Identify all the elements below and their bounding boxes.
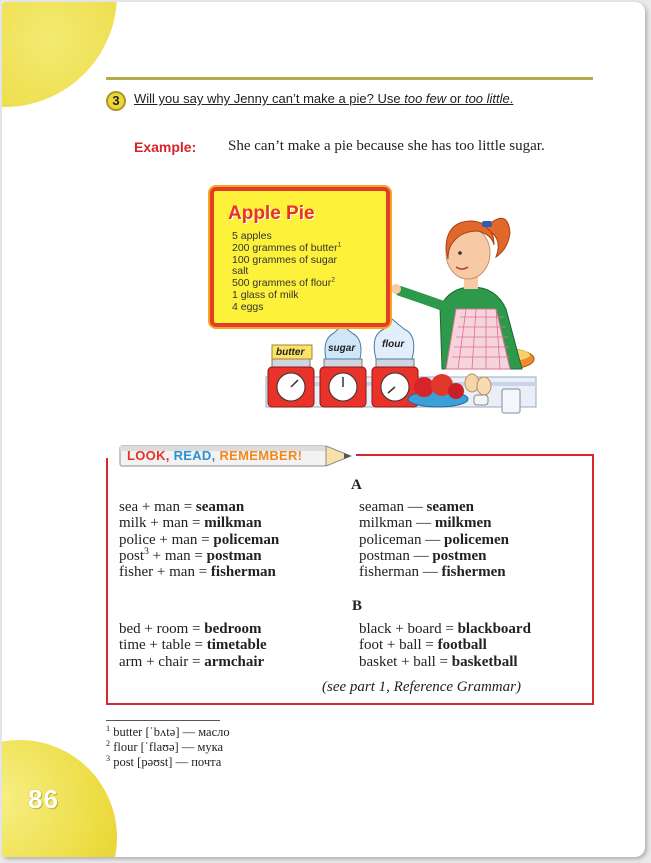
exercise-task bbox=[134, 91, 594, 107]
page-number: 86 bbox=[28, 784, 59, 814]
recipe-item: 500 grammes of flour$^2$ bbox=[232, 276, 336, 290]
footnote: $^3$ post [pəʊst] — почта bbox=[106, 753, 222, 769]
recipe-card bbox=[210, 187, 390, 327]
section-a-left-column bbox=[119, 499, 279, 580]
recipe-title: Apple Pie bbox=[228, 203, 315, 224]
plural-row: seaman — seamen bbox=[359, 499, 474, 515]
recipe-item: salt bbox=[232, 265, 249, 278]
sugar-label: sugar bbox=[328, 343, 356, 354]
flour-label: flour bbox=[382, 339, 405, 350]
plural-row: milkman — milkmen bbox=[359, 515, 492, 532]
task-text-5: . bbox=[509, 91, 514, 106]
compound-row: black + board = blackboard bbox=[359, 621, 531, 637]
compound-row: foot + ball = football bbox=[359, 637, 487, 654]
banner-text: LOOK, READ, REMEMBER! bbox=[127, 448, 303, 463]
compound-row: basket + ball = basketball bbox=[359, 653, 518, 670]
decorative-corner-top bbox=[2, 2, 117, 107]
section-a-right-column bbox=[359, 499, 509, 580]
task-text-2: too few bbox=[404, 91, 447, 106]
section-b-label: B bbox=[352, 598, 363, 614]
recipe-item: 4 eggs bbox=[232, 300, 264, 313]
recipe-item: 5 apples bbox=[232, 230, 272, 242]
plural-row: postman — postmen bbox=[359, 547, 487, 564]
plural-row: policeman — policemen bbox=[359, 531, 509, 548]
word-formula-row: post$^3$ + man = postman bbox=[119, 545, 262, 564]
butter-label: butter bbox=[276, 347, 305, 358]
textbook-page bbox=[2, 2, 645, 857]
example-label: Example: bbox=[134, 139, 197, 155]
recipe-item: 100 grammes of sugar bbox=[232, 253, 338, 266]
section-rule bbox=[106, 77, 593, 80]
compound-row: arm + chair = armchair bbox=[119, 653, 265, 670]
word-formula-row: milk + man = milkman bbox=[119, 515, 262, 532]
reference-note: (see part 1, Reference Grammar) bbox=[322, 679, 521, 695]
footnote: $^1$ butter [ˈbʌtə] — масло bbox=[106, 723, 230, 739]
look-read-remember-banner bbox=[119, 445, 355, 467]
compound-row: time + table = timetable bbox=[119, 637, 267, 654]
section-a-label: A bbox=[351, 477, 362, 493]
recipe-item: 1 glass of milk bbox=[232, 288, 299, 301]
footnote-rule bbox=[106, 720, 220, 721]
recipe-ingredients bbox=[232, 231, 341, 314]
recipe-illustration bbox=[210, 187, 540, 427]
recipe-item: 200 grammes of butter$^1$ bbox=[232, 241, 342, 254]
task-text-4: too little bbox=[464, 91, 510, 106]
word-formula-row: police + man = policeman bbox=[119, 531, 280, 548]
section-b-right-column bbox=[359, 621, 531, 670]
task-text-3: or bbox=[446, 91, 465, 106]
compound-row: bed + room = bedroom bbox=[119, 621, 262, 637]
word-formula-row: sea + man = seaman bbox=[119, 499, 245, 515]
footnote: $^2$ flour [ˈflaʊə] — мука bbox=[106, 738, 224, 754]
word-formula-row: fisher + man = fisherman bbox=[119, 564, 276, 581]
task-text-1: Will you say why Jenny can’t make a pie? Use bbox=[134, 91, 405, 106]
decorative-corner-bottom bbox=[2, 740, 117, 857]
section-b-left-column bbox=[119, 621, 267, 670]
plural-row: fisherman — fishermen bbox=[359, 564, 506, 581]
exercise-number: 3 bbox=[106, 91, 126, 111]
example-text: She can’t make a pie because she has too little sugar. bbox=[228, 138, 545, 154]
footnotes bbox=[106, 725, 230, 770]
